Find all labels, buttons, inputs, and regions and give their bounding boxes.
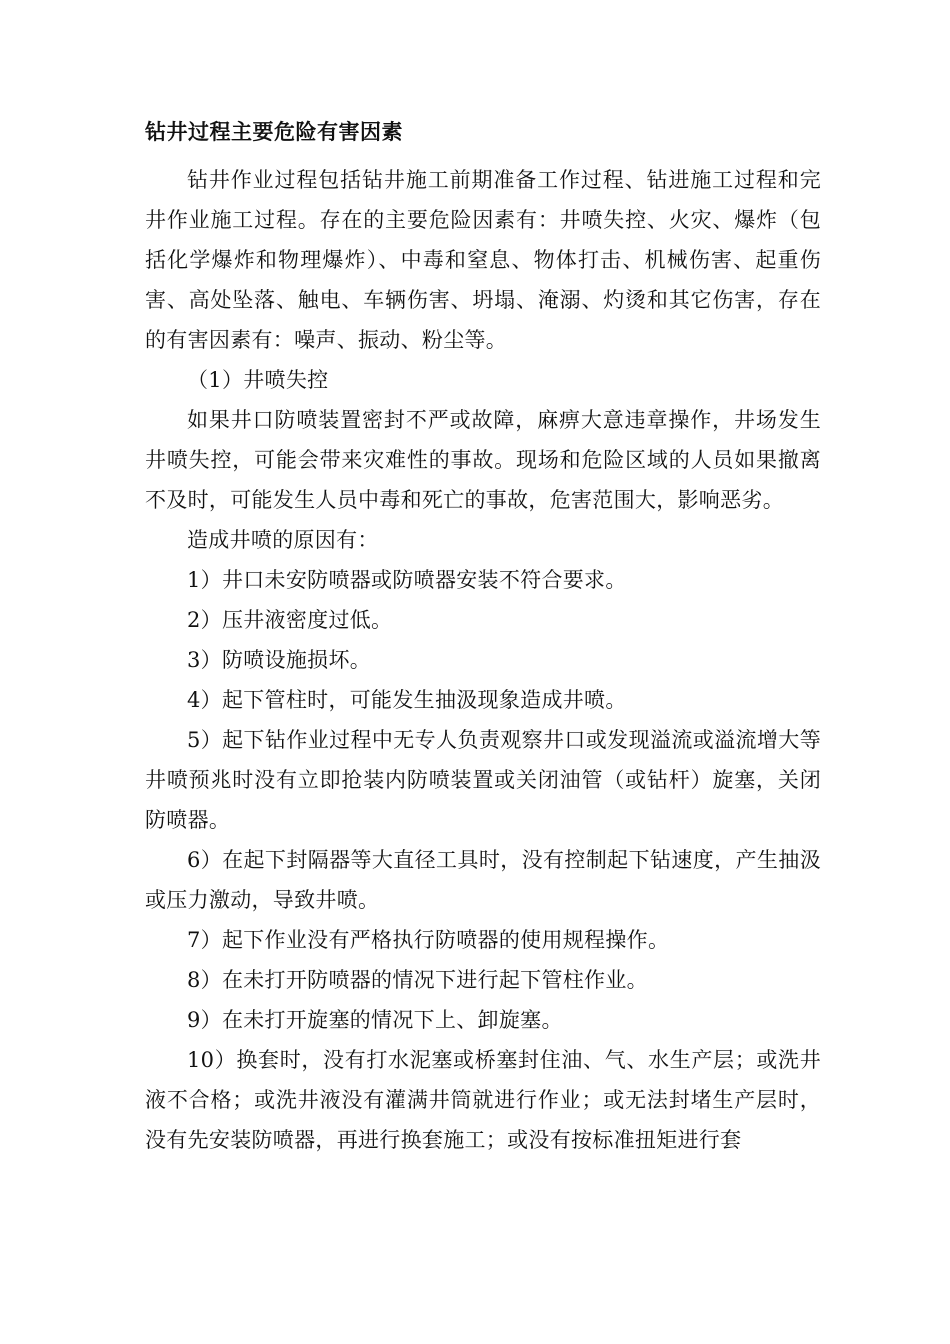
document-body <box>145 112 821 1160</box>
cause-item-8: 8）在未打开防喷器的情况下进行起下管柱作业。 <box>187 968 648 992</box>
cause-item-7: 7）起下作业没有严格执行防喷器的使用规程操作。 <box>187 928 670 952</box>
paragraph-intro: 钻井作业过程包括钻井施工前期准备工作过程、钻进施工过程和完井作业施工过程。存在的主要危险因素有：井喷失控、火灾、爆炸（包括化学爆炸和物理爆炸）、中毒和窒息、物体打击、机械伤害、起重伤害、高处坠落、触电、车辆伤害、坍塌、淹溺、灼烫和其它伤害，存在的有害因素有：噪声、振动、粉尘等。 <box>145 168 821 352</box>
section-heading-blowout: （1）井喷失控 <box>187 368 329 392</box>
cause-item-10: 10）换套时，没有打水泥塞或桥塞封住油、气、水生产层；或洗井液不合格；或洗井液没有灌满井筒就进行作业；或无法封堵生产层时，没有先安装防喷器，再进行换套施工；或没有按标准扭矩进行套 <box>145 1048 821 1152</box>
cause-item-1: 1）井口未安防喷器或防喷器安装不符合要求。 <box>187 568 627 592</box>
cause-item-3: 3）防喷设施损坏。 <box>187 648 372 672</box>
cause-item-5: 5）起下钻作业过程中无专人负责观察井口或发现溢流或溢流增大等井喷预兆时没有立即抢装内防喷装置或关闭油管（或钻杆）旋塞，关闭防喷器。 <box>145 728 821 832</box>
cause-item-6: 6）在起下封隔器等大直径工具时，没有控制起下钻速度，产生抽汲或压力激动，导致井喷。 <box>145 848 821 912</box>
cause-item-4: 4）起下管柱时，可能发生抽汲现象造成井喷。 <box>187 688 627 712</box>
document-title: 钻井过程主要危险有害因素 <box>145 119 403 144</box>
paragraph-blowout-description: 如果井口防喷装置密封不严或故障，麻痹大意违章操作，井场发生井喷失控，可能会带来灾难性的事故。现场和危险区域的人员如果撤离不及时，可能发生人员中毒和死亡的事故，危害范围大，影响恶劣。 <box>145 408 821 512</box>
cause-item-9: 9）在未打开旋塞的情况下上、卸旋塞。 <box>187 1008 563 1032</box>
cause-item-2: 2）压井液密度过低。 <box>187 608 393 632</box>
paragraph-causes-heading: 造成井喷的原因有： <box>187 528 379 552</box>
